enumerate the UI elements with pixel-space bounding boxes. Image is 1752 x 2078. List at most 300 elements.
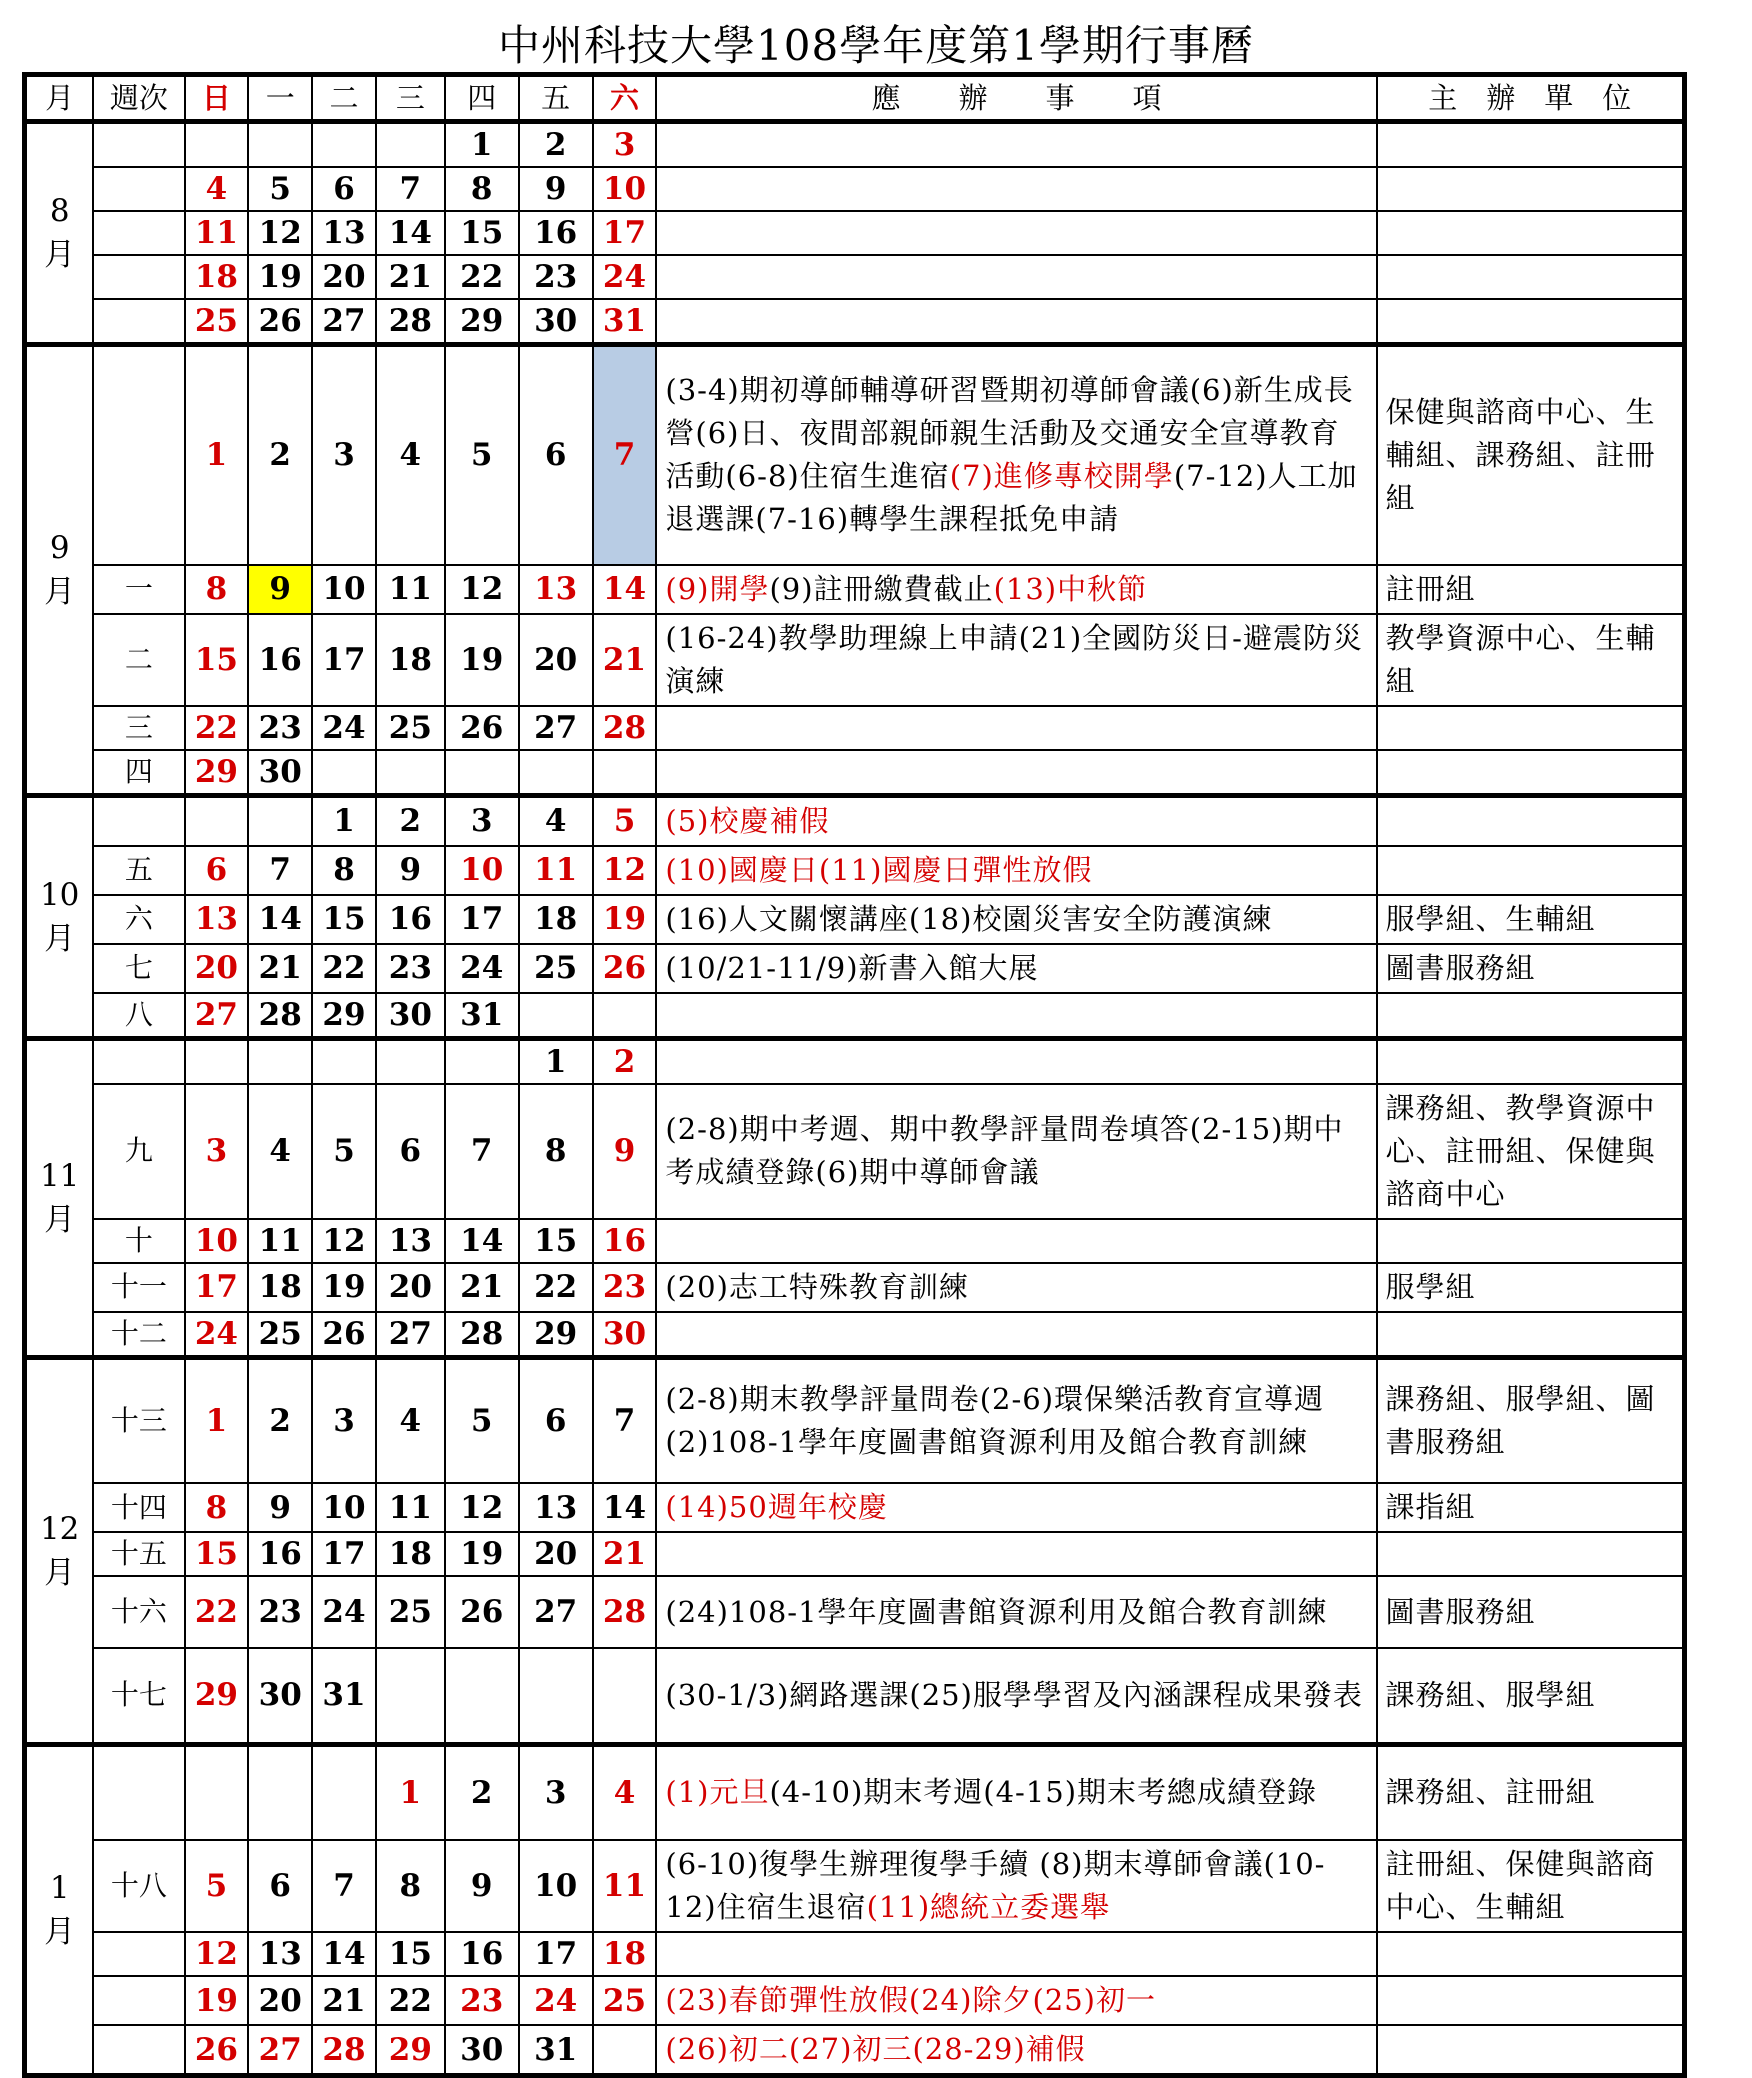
day-cell-sat: 30	[593, 1312, 657, 1358]
header-events: 應 辦 事 項	[656, 75, 1376, 122]
day-cell-sun	[185, 795, 249, 846]
day-cell-thu: 26	[445, 1576, 519, 1648]
header-row	[25, 75, 1685, 122]
day-cell-sat: 23	[593, 1263, 657, 1312]
day-cell-thu: 19	[445, 1532, 519, 1576]
events-cell	[656, 1932, 1376, 1976]
week-row	[25, 1084, 1685, 1219]
day-cell-sat: 3	[593, 122, 657, 168]
event-text: (11)總統立委選舉	[866, 1890, 1111, 1924]
week-number	[93, 1744, 184, 1840]
week-row	[25, 1357, 1685, 1483]
day-cell-fri: 6	[519, 1357, 593, 1483]
day-cell-wed: 11	[376, 1483, 445, 1532]
week-number: 十八	[93, 1840, 184, 1932]
day-cell-sat: 11	[593, 1840, 657, 1932]
day-cell-wed: 16	[376, 895, 445, 944]
day-cell-wed	[376, 750, 445, 796]
week-number: 十六	[93, 1576, 184, 1648]
events-cell	[656, 565, 1376, 614]
week-row	[25, 211, 1685, 255]
day-cell-wed: 1	[376, 1744, 445, 1840]
day-cell-sat: 21	[593, 614, 657, 706]
day-cell-tue	[312, 1038, 376, 1084]
organizer-cell: 註冊組、保健與諮商中心、生輔組	[1377, 1840, 1685, 1932]
header-week: 週次	[93, 75, 184, 122]
day-cell-sat: 21	[593, 1532, 657, 1576]
day-cell-sat: 28	[593, 1576, 657, 1648]
day-cell-sun: 1	[185, 1357, 249, 1483]
month-label: 11 月	[25, 1038, 94, 1357]
events-cell	[656, 1357, 1376, 1483]
events-cell	[656, 944, 1376, 993]
day-cell-mon: 18	[248, 1263, 312, 1312]
day-cell-sun: 19	[185, 1976, 249, 2025]
week-row	[25, 944, 1685, 993]
day-cell-mon: 6	[248, 1840, 312, 1932]
day-cell-sat: 14	[593, 1483, 657, 1532]
day-cell-thu: 8	[445, 167, 519, 211]
event-text: (30-1/3)網路選課(25)服學學習及內涵課程成果發表	[665, 1677, 1363, 1712]
day-cell-sat: 14	[593, 565, 657, 614]
day-cell-tue: 26	[312, 1312, 376, 1358]
day-cell-thu: 24	[445, 944, 519, 993]
day-cell-mon: 16	[248, 614, 312, 706]
event-text: (7-12)人工加退選課(7-16)轉學生課程抵免申請	[665, 459, 1358, 537]
day-cell-thu	[445, 1038, 519, 1084]
calendar-table	[22, 72, 1687, 2078]
day-cell-tue: 6	[312, 167, 376, 211]
week-row	[25, 993, 1685, 1039]
organizer-cell	[1377, 1312, 1685, 1358]
organizer-cell	[1377, 211, 1685, 255]
day-cell-thu: 7	[445, 1084, 519, 1219]
day-cell-fri: 22	[519, 1263, 593, 1312]
day-cell-mon: 20	[248, 1976, 312, 2025]
week-number	[93, 1976, 184, 2025]
day-cell-thu	[445, 1648, 519, 1744]
week-number: 十	[93, 1219, 184, 1263]
month-label: 8 月	[25, 122, 94, 345]
week-row	[25, 1532, 1685, 1576]
day-cell-sat	[593, 2025, 657, 2076]
organizer-cell	[1377, 1219, 1685, 1263]
day-cell-fri: 17	[519, 1932, 593, 1976]
day-cell-sat: 26	[593, 944, 657, 993]
week-number	[93, 345, 184, 565]
day-cell-sun: 12	[185, 1932, 249, 1976]
week-row	[25, 167, 1685, 211]
event-text: (5)校慶補假	[665, 803, 830, 838]
header-month: 月	[25, 75, 94, 122]
week-row	[25, 750, 1685, 796]
organizer-cell: 圖書服務組	[1377, 944, 1685, 993]
week-number	[93, 255, 184, 299]
week-row	[25, 614, 1685, 706]
day-cell-tue: 19	[312, 1263, 376, 1312]
day-cell-wed: 21	[376, 255, 445, 299]
organizer-cell	[1377, 122, 1685, 168]
day-cell-sun: 4	[185, 167, 249, 211]
events-cell	[656, 1219, 1376, 1263]
day-cell-wed: 18	[376, 1532, 445, 1576]
organizer-cell	[1377, 1932, 1685, 1976]
events-cell	[656, 167, 1376, 211]
day-cell-sat: 7	[593, 345, 657, 565]
header-fri: 五	[519, 75, 593, 122]
day-cell-tue: 28	[312, 2025, 376, 2076]
day-cell-mon: 9	[248, 565, 312, 614]
day-cell-fri: 6	[519, 345, 593, 565]
day-cell-thu: 22	[445, 255, 519, 299]
day-cell-wed: 29	[376, 2025, 445, 2076]
header-wed: 三	[376, 75, 445, 122]
day-cell-thu: 29	[445, 299, 519, 345]
day-cell-fri: 9	[519, 167, 593, 211]
day-cell-sun: 26	[185, 2025, 249, 2076]
day-cell-mon	[248, 122, 312, 168]
day-cell-fri: 10	[519, 1840, 593, 1932]
organizer-cell	[1377, 993, 1685, 1039]
day-cell-thu: 12	[445, 565, 519, 614]
week-number: 二	[93, 614, 184, 706]
day-cell-thu: 9	[445, 1840, 519, 1932]
day-cell-sat: 7	[593, 1357, 657, 1483]
day-cell-wed: 9	[376, 846, 445, 895]
day-cell-sat	[593, 993, 657, 1039]
day-cell-sat: 5	[593, 795, 657, 846]
day-cell-tue: 10	[312, 565, 376, 614]
week-number: 五	[93, 846, 184, 895]
event-text: (3-4)期初導師輔導研習暨期初導師會議(6)新生成長營(6)日、夜間部親師親生活動及交通安全宣導教育活動(6-8)住宿生進宿	[665, 373, 1354, 494]
week-row	[25, 795, 1685, 846]
week-number: 十四	[93, 1483, 184, 1532]
day-cell-mon: 19	[248, 255, 312, 299]
day-cell-tue: 7	[312, 1840, 376, 1932]
week-number: 十三	[93, 1357, 184, 1483]
organizer-cell	[1377, 846, 1685, 895]
organizer-cell: 課務組、服學組	[1377, 1648, 1685, 1744]
day-cell-sun: 3	[185, 1084, 249, 1219]
page-title: 中州科技大學108學年度第1學期行事曆	[498, 21, 1254, 70]
day-cell-mon: 16	[248, 1532, 312, 1576]
day-cell-sun: 20	[185, 944, 249, 993]
events-cell	[656, 1038, 1376, 1084]
organizer-cell	[1377, 750, 1685, 796]
event-text: (16-24)教學助理線上申請(21)全國防災日-避震防災演練	[665, 620, 1363, 698]
day-cell-tue	[312, 750, 376, 796]
day-cell-tue: 5	[312, 1084, 376, 1219]
week-number	[93, 211, 184, 255]
day-cell-thu: 19	[445, 614, 519, 706]
day-cell-thu: 28	[445, 1312, 519, 1358]
event-text: (10/21-11/9)新書入館大展	[665, 950, 1039, 985]
header-tue: 二	[312, 75, 376, 122]
week-number: 一	[93, 565, 184, 614]
day-cell-fri: 4	[519, 795, 593, 846]
month-label: 12 月	[25, 1357, 94, 1744]
event-text: (24)108-1學年度圖書館資源利用及館合教育訓練	[665, 1594, 1328, 1629]
week-number: 九	[93, 1084, 184, 1219]
day-cell-mon: 28	[248, 993, 312, 1039]
day-cell-mon: 9	[248, 1483, 312, 1532]
header-thu: 四	[445, 75, 519, 122]
day-cell-thu: 10	[445, 846, 519, 895]
organizer-cell	[1377, 299, 1685, 345]
day-cell-thu: 21	[445, 1263, 519, 1312]
event-text: (13)中秋節	[993, 571, 1148, 606]
day-cell-fri: 31	[519, 2025, 593, 2076]
day-cell-mon: 30	[248, 750, 312, 796]
day-cell-sun: 11	[185, 211, 249, 255]
day-cell-tue: 3	[312, 345, 376, 565]
events-cell	[656, 1976, 1376, 2025]
day-cell-fri: 1	[519, 1038, 593, 1084]
day-cell-sun: 27	[185, 993, 249, 1039]
day-cell-wed	[376, 122, 445, 168]
day-cell-sat: 18	[593, 1932, 657, 1976]
events-cell	[656, 750, 1376, 796]
day-cell-sun: 17	[185, 1263, 249, 1312]
day-cell-tue: 13	[312, 211, 376, 255]
day-cell-fri: 2	[519, 122, 593, 168]
day-cell-fri: 27	[519, 1576, 593, 1648]
events-cell	[656, 1483, 1376, 1532]
day-cell-fri: 3	[519, 1744, 593, 1840]
day-cell-thu: 5	[445, 1357, 519, 1483]
day-cell-sat: 16	[593, 1219, 657, 1263]
event-text: (23)春節彈性放假(24)除夕(25)初一	[665, 1983, 1156, 2017]
events-cell	[656, 1648, 1376, 1744]
event-text: (10)國慶日(11)國慶日彈性放假	[665, 852, 1093, 887]
day-cell-sun: 1	[185, 345, 249, 565]
events-cell	[656, 1576, 1376, 1648]
day-cell-wed: 20	[376, 1263, 445, 1312]
event-text: (4-10)期末考週(4-15)期末考總成績登錄	[769, 1775, 1318, 1810]
day-cell-fri: 15	[519, 1219, 593, 1263]
day-cell-mon: 12	[248, 211, 312, 255]
day-cell-mon: 14	[248, 895, 312, 944]
day-cell-fri: 20	[519, 614, 593, 706]
day-cell-wed: 30	[376, 993, 445, 1039]
day-cell-thu: 15	[445, 211, 519, 255]
day-cell-sun: 5	[185, 1840, 249, 1932]
day-cell-tue: 17	[312, 614, 376, 706]
day-cell-sat: 2	[593, 1038, 657, 1084]
day-cell-wed: 13	[376, 1219, 445, 1263]
day-cell-wed: 7	[376, 167, 445, 211]
events-cell	[656, 846, 1376, 895]
day-cell-wed: 4	[376, 345, 445, 565]
day-cell-tue: 1	[312, 795, 376, 846]
day-cell-thu	[445, 750, 519, 796]
day-cell-mon: 27	[248, 2025, 312, 2076]
day-cell-wed	[376, 1038, 445, 1084]
event-text: (2-8)期末教學評量問卷(2-6)環保樂活教育宣導週(2)108-1學年度圖書館資源利用及館合教育訓練	[665, 1381, 1325, 1459]
day-cell-thu: 17	[445, 895, 519, 944]
day-cell-wed: 18	[376, 614, 445, 706]
organizer-cell: 保健與諮商中心、生輔組、課務組、註冊組	[1377, 345, 1685, 565]
day-cell-sun: 13	[185, 895, 249, 944]
day-cell-sat: 4	[593, 1744, 657, 1840]
day-cell-thu: 31	[445, 993, 519, 1039]
event-text: (2-8)期中考週、期中教學評量問卷填答(2-15)期中考成績登錄(6)期中導師會議	[665, 1112, 1344, 1189]
day-cell-thu: 12	[445, 1483, 519, 1532]
week-row	[25, 1263, 1685, 1312]
day-cell-fri: 30	[519, 299, 593, 345]
event-text: (6-10)復學生辦理復學手續 (8)期末導師會議(10-12)住宿生退宿	[665, 1847, 1326, 1924]
day-cell-fri: 24	[519, 1976, 593, 2025]
day-cell-tue: 29	[312, 993, 376, 1039]
event-text: (9)開學	[665, 571, 770, 606]
organizer-cell	[1377, 1038, 1685, 1084]
day-cell-sun	[185, 122, 249, 168]
day-cell-mon: 25	[248, 1312, 312, 1358]
day-cell-fri: 27	[519, 706, 593, 750]
day-cell-wed	[376, 1648, 445, 1744]
day-cell-sun: 29	[185, 750, 249, 796]
event-text: (20)志工特殊教育訓練	[665, 1269, 969, 1304]
events-cell	[656, 614, 1376, 706]
event-text: (16)人文關懷講座(18)校園災害安全防護演練	[665, 901, 1273, 936]
organizer-cell: 課指組	[1377, 1483, 1685, 1532]
day-cell-sat: 31	[593, 299, 657, 345]
day-cell-sat: 19	[593, 895, 657, 944]
day-cell-tue: 31	[312, 1648, 376, 1744]
events-cell	[656, 2025, 1376, 2076]
week-number: 十一	[93, 1263, 184, 1312]
week-row	[25, 846, 1685, 895]
day-cell-tue: 24	[312, 706, 376, 750]
organizer-cell: 課務組、教學資源中心、註冊組、保健與諮商中心	[1377, 1084, 1685, 1219]
day-cell-sat: 17	[593, 211, 657, 255]
day-cell-sun: 15	[185, 614, 249, 706]
day-cell-wed: 8	[376, 1840, 445, 1932]
events-cell	[656, 1263, 1376, 1312]
day-cell-mon	[248, 1038, 312, 1084]
week-number: 三	[93, 706, 184, 750]
day-cell-fri	[519, 1648, 593, 1744]
day-cell-sun: 8	[185, 565, 249, 614]
day-cell-sat: 9	[593, 1084, 657, 1219]
day-cell-fri: 20	[519, 1532, 593, 1576]
day-cell-sat: 28	[593, 706, 657, 750]
day-cell-mon: 4	[248, 1084, 312, 1219]
day-cell-tue: 17	[312, 1532, 376, 1576]
day-cell-thu: 14	[445, 1219, 519, 1263]
week-row	[25, 2025, 1685, 2076]
week-row	[25, 255, 1685, 299]
week-row	[25, 895, 1685, 944]
day-cell-thu: 3	[445, 795, 519, 846]
week-number: 八	[93, 993, 184, 1039]
week-row	[25, 1744, 1685, 1840]
day-cell-tue: 3	[312, 1357, 376, 1483]
day-cell-fri: 16	[519, 211, 593, 255]
day-cell-tue: 10	[312, 1483, 376, 1532]
events-cell	[656, 122, 1376, 168]
day-cell-sun	[185, 1744, 249, 1840]
week-number	[93, 1038, 184, 1084]
day-cell-sun	[185, 1038, 249, 1084]
week-row	[25, 565, 1685, 614]
organizer-cell	[1377, 167, 1685, 211]
header-mon: 一	[248, 75, 312, 122]
day-cell-wed: 25	[376, 706, 445, 750]
events-cell	[656, 1532, 1376, 1576]
day-cell-mon: 11	[248, 1219, 312, 1263]
day-cell-mon: 2	[248, 345, 312, 565]
week-row	[25, 1576, 1685, 1648]
events-cell	[656, 895, 1376, 944]
day-cell-sun: 18	[185, 255, 249, 299]
week-row	[25, 706, 1685, 750]
organizer-cell: 圖書服務組	[1377, 1576, 1685, 1648]
day-cell-wed: 4	[376, 1357, 445, 1483]
day-cell-wed: 11	[376, 565, 445, 614]
day-cell-sun: 6	[185, 846, 249, 895]
events-cell	[656, 211, 1376, 255]
week-number	[93, 795, 184, 846]
day-cell-tue: 22	[312, 944, 376, 993]
day-cell-mon	[248, 795, 312, 846]
week-row	[25, 122, 1685, 168]
organizer-cell	[1377, 1532, 1685, 1576]
day-cell-fri: 11	[519, 846, 593, 895]
event-text: (9)註冊繳費截止	[769, 571, 994, 606]
day-cell-wed: 22	[376, 1976, 445, 2025]
events-cell	[656, 706, 1376, 750]
events-cell	[656, 255, 1376, 299]
week-number: 七	[93, 944, 184, 993]
week-row	[25, 1648, 1685, 1744]
day-cell-tue: 15	[312, 895, 376, 944]
day-cell-sat	[593, 1648, 657, 1744]
events-cell	[656, 299, 1376, 345]
month-label: 1 月	[25, 1744, 94, 2076]
events-cell	[656, 993, 1376, 1039]
day-cell-sun: 24	[185, 1312, 249, 1358]
day-cell-thu: 26	[445, 706, 519, 750]
events-cell	[656, 1084, 1376, 1219]
week-number: 四	[93, 750, 184, 796]
day-cell-fri	[519, 750, 593, 796]
events-cell	[656, 795, 1376, 846]
week-row	[25, 1976, 1685, 2025]
day-cell-mon: 30	[248, 1648, 312, 1744]
event-text: (14)50週年校慶	[665, 1490, 888, 1524]
week-number	[93, 1932, 184, 1976]
day-cell-sat: 25	[593, 1976, 657, 2025]
header-sat: 六	[593, 75, 657, 122]
header-organizer: 主 辦 單 位	[1377, 75, 1685, 122]
week-row	[25, 1840, 1685, 1932]
day-cell-mon: 23	[248, 706, 312, 750]
day-cell-tue: 24	[312, 1576, 376, 1648]
day-cell-fri: 8	[519, 1084, 593, 1219]
day-cell-fri: 13	[519, 1483, 593, 1532]
calendar-body	[25, 122, 1685, 2076]
day-cell-thu: 30	[445, 2025, 519, 2076]
organizer-cell	[1377, 706, 1685, 750]
organizer-cell	[1377, 1976, 1685, 2025]
day-cell-tue	[312, 1744, 376, 1840]
day-cell-wed: 6	[376, 1084, 445, 1219]
week-row	[25, 299, 1685, 345]
day-cell-sat: 12	[593, 846, 657, 895]
day-cell-sun: 25	[185, 299, 249, 345]
organizer-cell	[1377, 2025, 1685, 2076]
